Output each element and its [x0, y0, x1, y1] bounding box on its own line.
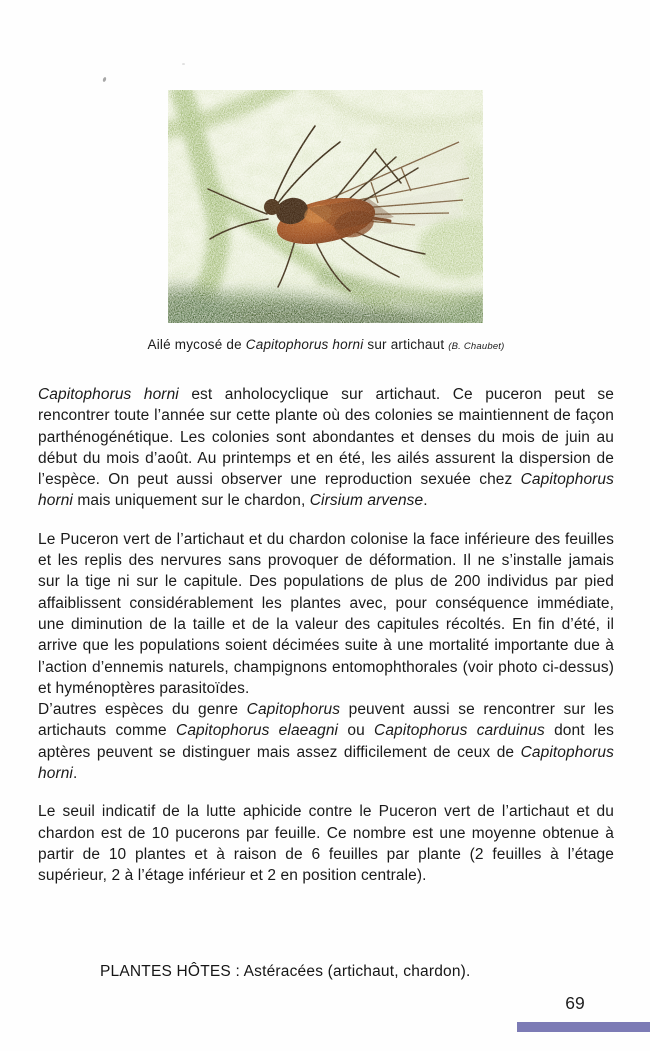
leaf-fuzz-overlay	[168, 90, 483, 323]
page-number: 69	[565, 993, 585, 1013]
scan-speck	[102, 77, 107, 83]
paragraph-biology: Capitophorus horni est anholocyclique sur artichaut. Ce puceron peut se rencontrer toute l’année sur cette plante où des colonies se maintiennent de façon parthénogénétique. Les colonies sont abondantes et denses du mois de juin au début du mois d’août. Au printemps et en été, les ailés assurent la dispersion de l’espèce. On peut aussi observer une reproduction sexuée chez Capitophorus horni mais uniquement sur le chardon, Cirsium arvense.	[38, 386, 614, 510]
body-text	[38, 384, 614, 904]
host-plants-line: PLANTES HÔTES : Astéracées (artichaut, chardon).	[100, 963, 471, 980]
paragraph-damage: Le Puceron vert de l’artichaut et du chardon colonise la face inférieure des feuilles et les replis des nervures sans provoquer de déformation. Il ne s’installe jamais sur la tige ni sur le capitule. Des populations de plus de 200 individus par pied affaiblissent considérablement les plantes avec, pour conséquence immédiate, une diminution de la taille et de la valeur des capitules récoltés. En fin d’été, il arrive que les populations soient décimées suite à une mortalité importante due à l’action d’ennemis naturels, champignons entomophthorales (voir photo ci-dessus) et hyménoptères parasitoïdes.	[38, 530, 614, 697]
paragraph-threshold: Le seuil indicatif de la lutte aphicide contre le Puceron vert de l’artichaut et du chardon est de 10 pucerons par feuille. Ce nombre est une moyenne obtenue à partir de 10 plantes et à raison de 6 feuilles par plante (2 feuilles à l’étage supérieur, 2 à l’étage inférieur et 2 en position centrale).	[38, 803, 614, 885]
aphid-photo	[168, 90, 483, 323]
aphid-photo-illustration	[168, 90, 483, 323]
scan-speck	[182, 63, 185, 65]
footer-accent-bar	[517, 1022, 650, 1032]
paragraph-other-species: D’autres espèces du genre Capitophorus peuvent aussi se rencontrer sur les artichauts comme Capitophorus elaeagni ou Capitophorus carduinus dont les aptères peuvent se distinguer mais assez difficilement de ceux de Capitophorus horni.	[38, 701, 614, 783]
photo-caption: Ailé mycosé de Capitophorus horni sur artichaut (B. Chaubet)	[147, 337, 505, 352]
